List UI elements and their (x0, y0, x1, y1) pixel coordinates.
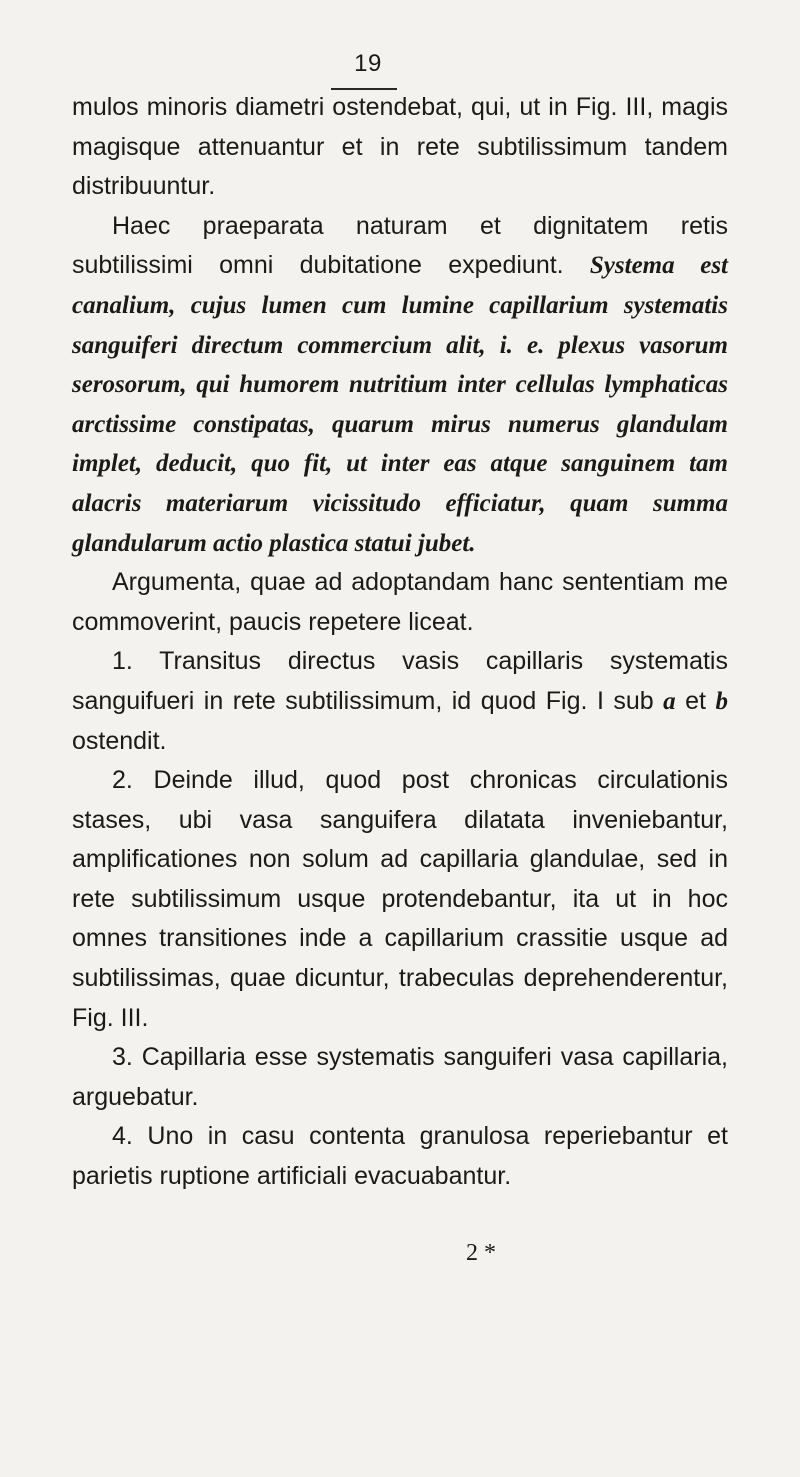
list-item-1-end: ostendit. (72, 726, 167, 755)
paragraph-1: mulos minoris diametri ostendebat, qui, ut in Fig. III, magis magisque attenuantur et in rete subtilissimum tandem distribuuntur. (72, 93, 728, 201)
list-item-1-et: et (675, 686, 716, 715)
paragraph-3: Argumenta, quae ad adoptandam hanc sententiam me commoverint, paucis repetere liceat. (72, 568, 728, 636)
list-item-3: 3. Capillaria esse systematis sanguiferi vasa capillaria, arguebatur. (72, 1043, 728, 1111)
figure-label-a: a (663, 687, 676, 715)
list-item-2: 2. Deinde illud, quod post chronicas circulationis stases, ubi vasa sanguifera dilatata inveniebantur, amplificationes non solum ad capillaria glandulae, sed in rete subtilissimum usque protendebantur, ita ut in hoc omnes transitiones inde a capillarium crassitie usque ad subtilissimas, quae dicuntur, trabeculas deprehenderentur, Fig. III. (72, 766, 728, 1032)
page-number: 19 (354, 50, 382, 77)
list-item-4: 4. Uno in casu contenta granulosa reperiebantur et parietis ruptione artificiali evacuabantur. (72, 1122, 728, 1191)
signature-mark: 2 * (466, 1240, 496, 1266)
list-item-1 (72, 642, 728, 761)
body-text (72, 88, 728, 1197)
figure-label-b: b (715, 687, 728, 715)
list-item-1-text: 1. Transitus directus vasis capillaris systematis sanguifueri in rete subtilissimum, id quod Fig. I sub (72, 647, 728, 715)
paragraph-2 (72, 207, 728, 563)
paragraph-2-italic-thesis: Systema est canalium, cujus lumen cum lumine capillarium systematis sanguiferi directum commercium alit, i. e. plexus vasorum serosorum, qui humorem nutritium inter cellulas lymphaticas arctissime constipatas, quarum mirus numerus glandulam implet, deducit, quo fit, ut inter eas atque sanguinem tam alacris materiarum vicissitudo efficiatur, quam summa glandularum actio plastica statui jubet. (72, 252, 728, 557)
paragraph-2-intro: Haec praeparata naturam et dignitatem retis subtilissimi omni dubitatione expediunt. (72, 211, 728, 280)
